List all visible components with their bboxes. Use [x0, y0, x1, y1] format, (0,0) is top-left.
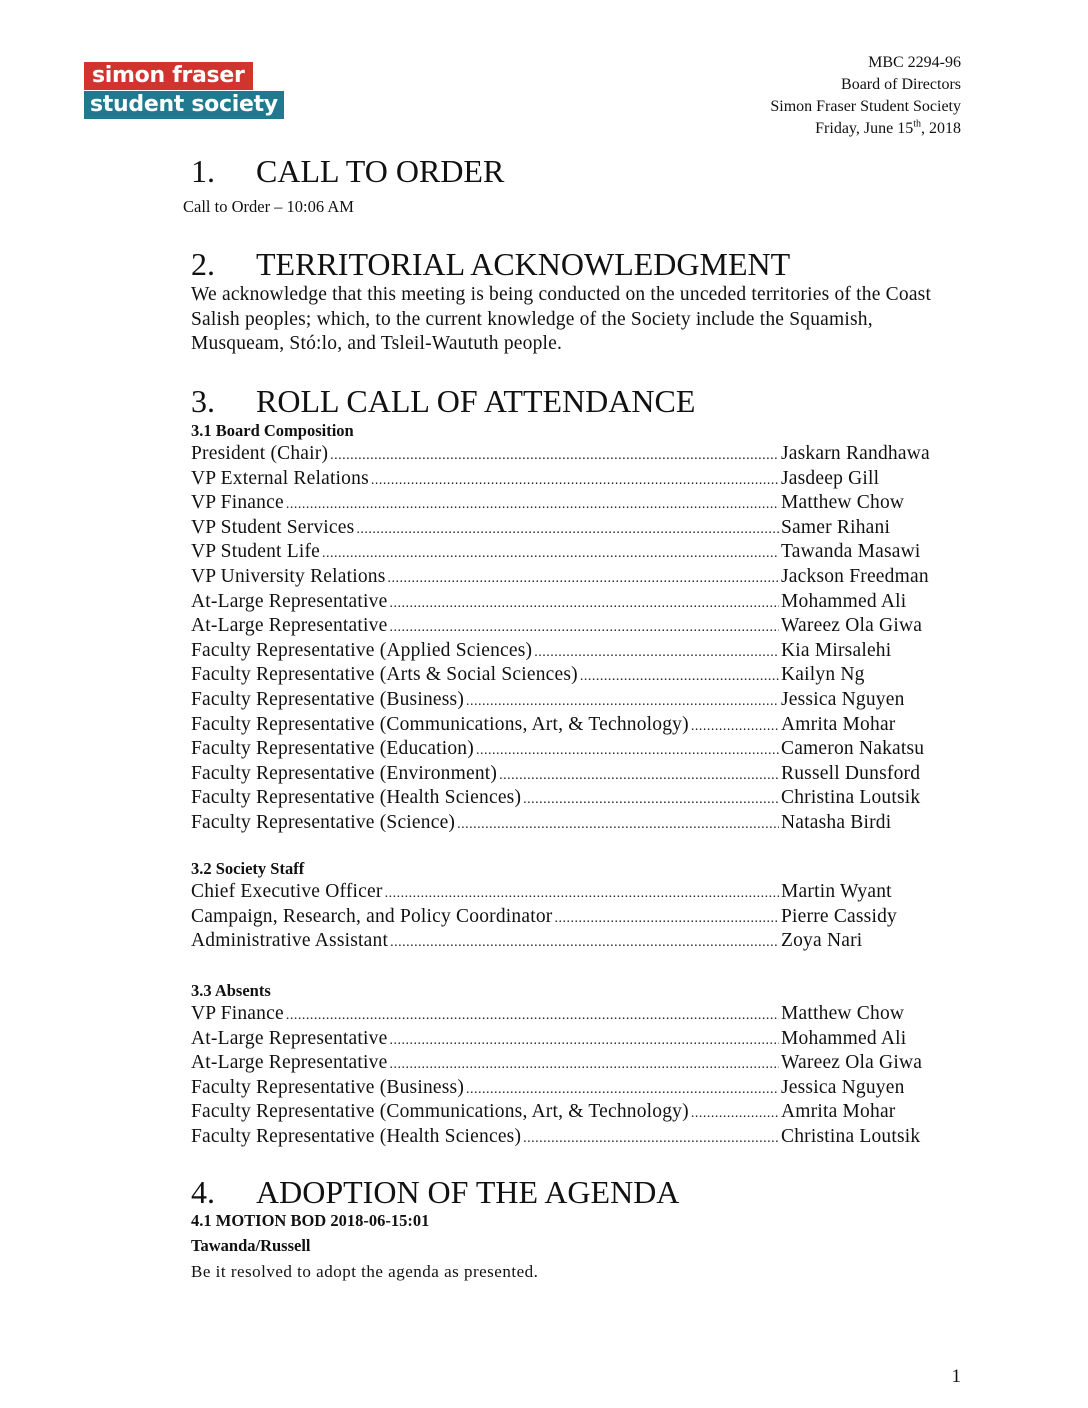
attendance-role: Faculty Representative (Health Sciences) — [191, 1125, 522, 1147]
attendance-role: VP Student Life — [191, 541, 321, 563]
attendance-row — [191, 491, 951, 516]
motion-movers: Tawanda/Russell — [191, 1236, 311, 1255]
attendance-row — [191, 905, 951, 930]
attendance-name: Wareez Ola Giwa — [781, 1052, 923, 1074]
dot-leader — [691, 713, 779, 740]
section-4-heading: 4. ADOPTION OF THE AGENDA — [191, 1174, 680, 1210]
attendance-role: VP Student Services — [191, 516, 355, 538]
attendance-name: Mohammed Ali — [781, 1027, 907, 1049]
dot-leader — [390, 929, 779, 956]
attendance-row — [191, 1002, 951, 1027]
dot-leader — [389, 1027, 779, 1054]
attendance-role: Faculty Representative (Arts & Social Sciences) — [191, 664, 578, 686]
dot-leader — [371, 467, 779, 494]
attendance-role: Faculty Representative (Communications, Art, & Technology) — [191, 713, 689, 735]
header-body: Board of Directors — [841, 76, 961, 93]
attendance-role: At-Large Representative — [191, 1052, 388, 1074]
attendance-name: Matthew Chow — [781, 492, 905, 514]
attendance-row — [191, 663, 951, 688]
dot-leader — [389, 590, 779, 617]
section-1-heading: 1. CALL TO ORDER — [191, 153, 505, 189]
attendance-row — [191, 737, 951, 762]
attendance-role: Administrative Assistant — [191, 930, 389, 952]
attendance-role: Chief Executive Officer — [191, 881, 383, 902]
dot-leader — [499, 762, 779, 789]
attendance-role: Campaign, Research, and Policy Coordinator — [191, 905, 553, 927]
attendance-name: Wareez Ola Giwa — [781, 615, 923, 637]
attendance-role: At-Large Representative — [191, 590, 388, 612]
attendance-row — [191, 639, 951, 664]
header-code: MBC 2294-96 — [868, 54, 961, 71]
attendance-row — [191, 614, 951, 639]
dot-leader — [389, 1051, 779, 1078]
attendance-name: Cameron Nakatsu — [781, 738, 925, 760]
attendance-role: Faculty Representative (Business) — [191, 688, 465, 710]
attendance-row — [191, 929, 951, 954]
attendance-name: Amrita Mohar — [781, 1101, 896, 1123]
dot-leader — [389, 614, 779, 641]
attendance-name: Pierre Cassidy — [781, 905, 897, 927]
attendance-name: Jessica Nguyen — [781, 1076, 905, 1098]
attendance-row — [191, 811, 951, 836]
logo-line-2: student society — [84, 91, 284, 119]
attendance-row — [191, 516, 951, 541]
attendance-name: Jasdeep Gill — [781, 467, 880, 489]
attendance-row — [191, 880, 951, 905]
attendance-role: VP Finance — [191, 1003, 284, 1024]
territorial-acknowledgment-text: We acknowledge that this meeting is being conducted on the unceded territories of the Coast Salish peoples; which, to the current knowledge of the Society include the Squamish, Musqueam, Stó:lo, and Tsleil-Waututh people. — [191, 284, 932, 354]
dot-leader — [580, 663, 779, 690]
logo-line-1: simon fraser — [84, 62, 253, 90]
header-date: Friday, June 15th, 2018 — [815, 118, 961, 137]
attendance-role: Faculty Representative (Health Sciences) — [191, 787, 522, 809]
attendance-row — [191, 442, 951, 467]
attendance-role: At-Large Representative — [191, 1027, 388, 1049]
dot-leader — [385, 880, 779, 907]
attendance-row — [191, 540, 951, 565]
motion-text: Be it resolved to adopt the agenda as presented. — [191, 1262, 539, 1281]
header-org: Simon Fraser Student Society — [770, 98, 961, 115]
attendance-name: Kia Mirsalehi — [781, 639, 892, 661]
dot-leader — [466, 688, 779, 715]
attendance-name: Russell Dunsford — [781, 762, 921, 784]
attendance-row — [191, 1125, 951, 1150]
dot-leader — [466, 1076, 779, 1103]
attendance-role: VP University Relations — [191, 565, 386, 587]
attendance-name: Natasha Birdi — [781, 811, 892, 833]
attendance-row — [191, 565, 951, 590]
attendance-role: Faculty Representative (Education) — [191, 738, 474, 760]
attendance-role: At-Large Representative — [191, 615, 388, 637]
attendance-row — [191, 688, 951, 713]
attendance-name: Jessica Nguyen — [781, 688, 905, 710]
dot-leader — [286, 1002, 779, 1029]
attendance-row — [191, 762, 951, 787]
dot-leader — [330, 442, 779, 469]
absents-heading: 3.3 Absents — [191, 981, 271, 1000]
attendance-name: Zoya Nari — [781, 930, 863, 952]
attendance-name: Mohammed Ali — [781, 590, 907, 612]
attendance-role: VP Finance — [191, 492, 284, 514]
dot-leader — [476, 737, 779, 764]
society-staff-list — [191, 880, 951, 954]
dot-leader — [322, 540, 779, 567]
dot-leader — [691, 1100, 779, 1127]
attendance-role: Faculty Representative (Applied Sciences) — [191, 639, 533, 661]
attendance-row — [191, 1100, 951, 1125]
attendance-name: Kailyn Ng — [781, 664, 865, 686]
attendance-name: Christina Loutsik — [781, 787, 921, 809]
dot-leader — [388, 565, 779, 592]
dot-leader — [555, 905, 780, 932]
attendance-role: President (Chair) — [191, 443, 329, 464]
page-number: 1 — [951, 1366, 961, 1387]
motion-heading: 4.1 MOTION BOD 2018-06-15:01 — [191, 1211, 430, 1230]
society-staff-heading: 3.2 Society Staff — [191, 859, 305, 878]
dot-leader — [356, 516, 779, 543]
document-header — [770, 52, 961, 140]
dot-leader — [286, 491, 779, 518]
attendance-name: Tawanda Masawi — [781, 541, 921, 563]
dot-leader — [534, 639, 779, 666]
attendance-role: Faculty Representative (Business) — [191, 1076, 465, 1098]
attendance-row — [191, 1051, 951, 1076]
attendance-role: Faculty Representative (Science) — [191, 811, 456, 833]
sfss-logo — [84, 62, 284, 119]
attendance-row — [191, 713, 951, 738]
attendance-name: Martin Wyant — [781, 881, 892, 902]
attendance-role: Faculty Representative (Environment) — [191, 762, 498, 784]
attendance-name: Amrita Mohar — [781, 713, 896, 735]
attendance-role: Faculty Representative (Communications, Art, & Technology) — [191, 1101, 689, 1123]
absents-list — [191, 1002, 951, 1150]
call-to-order-time: Call to Order – 10:06 AM — [183, 197, 354, 216]
dot-leader — [523, 1125, 779, 1152]
attendance-name: Jackson Freedman — [781, 565, 929, 587]
attendance-name: Christina Loutsik — [781, 1125, 921, 1147]
section-3-heading: 3. ROLL CALL OF ATTENDANCE — [191, 383, 696, 419]
attendance-name: Matthew Chow — [781, 1003, 905, 1024]
attendance-row — [191, 786, 951, 811]
attendance-role: VP External Relations — [191, 467, 369, 489]
attendance-row — [191, 1076, 951, 1101]
board-composition-list — [191, 442, 951, 836]
attendance-row — [191, 467, 951, 492]
attendance-row — [191, 590, 951, 615]
dot-leader — [523, 786, 779, 813]
attendance-row — [191, 1027, 951, 1052]
dot-leader — [457, 811, 779, 838]
section-2-heading: 2. TERRITORIAL ACKNOWLEDGMENT — [191, 246, 791, 282]
board-composition-heading: 3.1 Board Composition — [191, 421, 354, 440]
attendance-name: Jaskarn Randhawa — [781, 443, 930, 464]
attendance-name: Samer Rihani — [781, 516, 891, 538]
